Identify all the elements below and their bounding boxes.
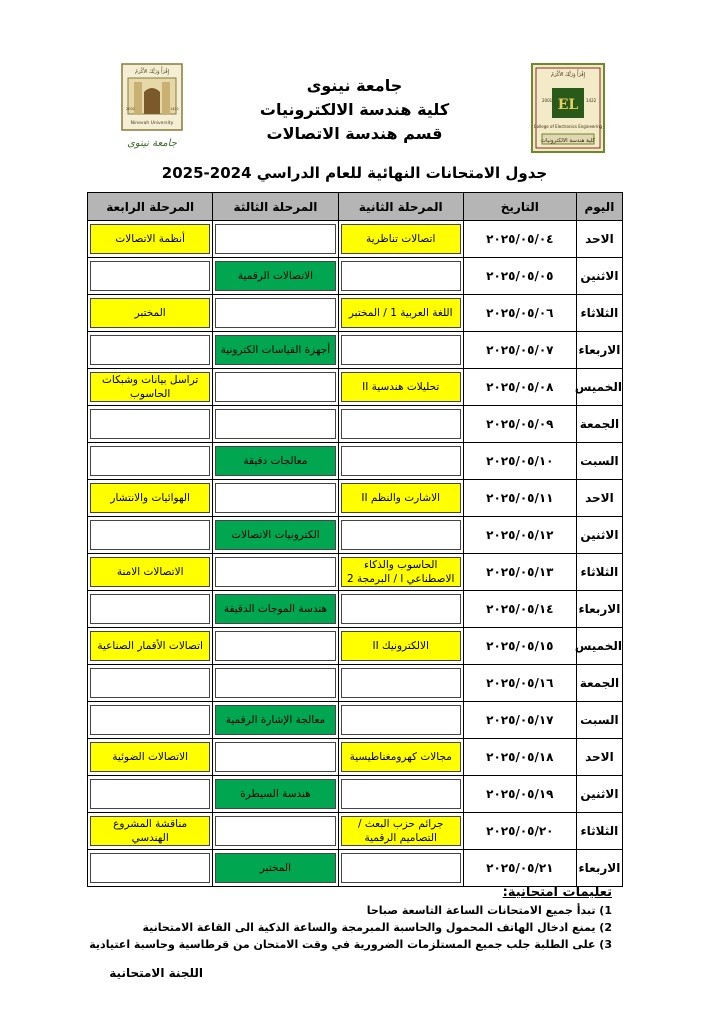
exam-subject: مناقشة المشروع الهندسي bbox=[90, 816, 210, 846]
cell-stage3 bbox=[213, 332, 338, 369]
exam-instructions bbox=[52, 884, 612, 953]
table-row bbox=[88, 443, 623, 480]
exam-subject: جرائم حزب البعث / التصاميم الرقمية bbox=[341, 816, 461, 846]
empty-slot bbox=[90, 261, 210, 291]
cell-stage2 bbox=[338, 443, 463, 480]
table-row bbox=[88, 517, 623, 554]
cell-day: الثلاثاء bbox=[576, 813, 622, 850]
cell-stage4 bbox=[88, 850, 213, 887]
empty-slot bbox=[215, 298, 335, 328]
empty-slot bbox=[341, 594, 461, 624]
table-row bbox=[88, 480, 623, 517]
cell-date: ٢٠٢٥/٠٥/١١ bbox=[463, 480, 576, 517]
cell-stage2 bbox=[338, 221, 463, 258]
cell-stage4 bbox=[88, 406, 213, 443]
logo-right-year-left: 2001 bbox=[542, 98, 553, 103]
cell-stage4 bbox=[88, 369, 213, 406]
col-header-date: التاريخ bbox=[463, 193, 576, 221]
instruction-item: 3) على الطلبة جلب جميع المستلزمات الضرورية في وقت الامتحان من قرطاسية وحاسبة اعتيادية bbox=[89, 938, 612, 951]
empty-slot bbox=[215, 372, 335, 402]
exam-subject: اللغة العربية 1 / المختبر bbox=[341, 298, 461, 328]
table-row bbox=[88, 702, 623, 739]
col-header-stage4: المرحلة الرابعة bbox=[88, 193, 213, 221]
exam-subject: الالكترونيك II bbox=[341, 631, 461, 661]
cell-date: ٢٠٢٥/٠٥/٢٠ bbox=[463, 813, 576, 850]
logo-right-caption: كلية هندسة الالكترونيات bbox=[540, 138, 596, 144]
exam-subject: تحليلات هندسية II bbox=[341, 372, 461, 402]
cell-date: ٢٠٢٥/٠٥/٠٤ bbox=[463, 221, 576, 258]
exam-subject: اتصالات تناظرية bbox=[341, 224, 461, 254]
cell-stage4 bbox=[88, 665, 213, 702]
empty-slot bbox=[215, 668, 335, 698]
cell-stage4 bbox=[88, 332, 213, 369]
cell-stage3 bbox=[213, 776, 338, 813]
cell-date: ٢٠٢٥/٠٥/٠٥ bbox=[463, 258, 576, 295]
cell-date: ٢٠٢٥/٠٥/٠٦ bbox=[463, 295, 576, 332]
svg-text:EL: EL bbox=[557, 97, 579, 113]
table-row bbox=[88, 850, 623, 887]
empty-slot bbox=[90, 594, 210, 624]
cell-stage3 bbox=[213, 739, 338, 776]
empty-slot bbox=[341, 705, 461, 735]
cell-date: ٢٠٢٥/٠٥/٠٨ bbox=[463, 369, 576, 406]
cell-date: ٢٠٢٥/٠٥/٠٧ bbox=[463, 332, 576, 369]
empty-slot bbox=[215, 742, 335, 772]
table-row bbox=[88, 258, 623, 295]
cell-day: الثلاثاء bbox=[576, 295, 622, 332]
cell-stage3 bbox=[213, 295, 338, 332]
cell-stage2 bbox=[338, 258, 463, 295]
cell-date: ٢٠٢٥/٠٥/٢١ bbox=[463, 850, 576, 887]
cell-stage4 bbox=[88, 813, 213, 850]
cell-day: الثلاثاء bbox=[576, 554, 622, 591]
cell-stage3 bbox=[213, 665, 338, 702]
cell-stage2 bbox=[338, 369, 463, 406]
exam-subject: الاتصالات الرقمية bbox=[215, 261, 335, 291]
cell-stage2 bbox=[338, 554, 463, 591]
cell-stage3 bbox=[213, 554, 338, 591]
exam-subject: هندسة السيطرة bbox=[215, 779, 335, 809]
table-row bbox=[88, 628, 623, 665]
cell-date: ٢٠٢٥/٠٥/١٦ bbox=[463, 665, 576, 702]
cell-stage4 bbox=[88, 258, 213, 295]
cell-stage4 bbox=[88, 295, 213, 332]
cell-day: السبت bbox=[576, 702, 622, 739]
cell-date: ٢٠٢٥/٠٥/١٠ bbox=[463, 443, 576, 480]
empty-slot bbox=[90, 409, 210, 439]
empty-slot bbox=[341, 668, 461, 698]
cell-date: ٢٠٢٥/٠٥/١٤ bbox=[463, 591, 576, 628]
exam-subject: الاتصالات الامنة bbox=[90, 557, 210, 587]
table-row bbox=[88, 813, 623, 850]
cell-date: ٢٠٢٥/٠٥/٠٩ bbox=[463, 406, 576, 443]
empty-slot bbox=[341, 261, 461, 291]
table-row bbox=[88, 591, 623, 628]
cell-stage3 bbox=[213, 813, 338, 850]
table-row bbox=[88, 332, 623, 369]
cell-stage2 bbox=[338, 665, 463, 702]
university-name: جامعة نينوى bbox=[306, 76, 403, 95]
col-header-stage3: المرحلة الثالثة bbox=[213, 193, 338, 221]
cell-day: السبت bbox=[576, 443, 622, 480]
empty-slot bbox=[215, 483, 335, 513]
table-row bbox=[88, 776, 623, 813]
cell-stage3 bbox=[213, 221, 338, 258]
table-row bbox=[88, 665, 623, 702]
col-header-stage2: المرحلة الثانية bbox=[338, 193, 463, 221]
cell-date: ٢٠٢٥/٠٥/١٨ bbox=[463, 739, 576, 776]
cell-stage3 bbox=[213, 517, 338, 554]
cell-stage2 bbox=[338, 702, 463, 739]
cell-stage4 bbox=[88, 628, 213, 665]
empty-slot bbox=[215, 631, 335, 661]
exam-subject: هندسة الموجات الدقيقة bbox=[215, 594, 335, 624]
empty-slot bbox=[90, 446, 210, 476]
empty-slot bbox=[215, 409, 335, 439]
cell-day: الجمعة bbox=[576, 665, 622, 702]
cell-stage2 bbox=[338, 406, 463, 443]
cell-date: ٢٠٢٥/٠٥/١٥ bbox=[463, 628, 576, 665]
logo-left-caption: جامعة نينوى bbox=[127, 138, 177, 149]
cell-day: الاحد bbox=[576, 480, 622, 517]
table-row bbox=[88, 221, 623, 258]
exam-subject: مجالات كهرومغناطيسية bbox=[341, 742, 461, 772]
cell-day: الاربعاء bbox=[576, 591, 622, 628]
empty-slot bbox=[215, 224, 335, 254]
cell-date: ٢٠٢٥/٠٥/١٧ bbox=[463, 702, 576, 739]
cell-stage4 bbox=[88, 221, 213, 258]
document-header bbox=[0, 74, 709, 146]
cell-date: ٢٠٢٥/٠٥/١٩ bbox=[463, 776, 576, 813]
exam-subject: المختبر bbox=[215, 853, 335, 883]
exam-subject: أجهزة القياسات الكترونية bbox=[215, 335, 335, 365]
cell-day: الخميس bbox=[576, 628, 622, 665]
cell-stage2 bbox=[338, 517, 463, 554]
exam-subject: المختبر bbox=[90, 298, 210, 328]
table-row bbox=[88, 406, 623, 443]
table-row bbox=[88, 739, 623, 776]
exam-subject: تراسل بيانات وشبكات الحاسوب bbox=[90, 372, 210, 402]
empty-slot bbox=[90, 335, 210, 365]
cell-day: الاثنين bbox=[576, 258, 622, 295]
logo-right-english: College of Electronics Engineering bbox=[533, 124, 603, 129]
cell-date: ٢٠٢٥/٠٥/١٢ bbox=[463, 517, 576, 554]
empty-slot bbox=[341, 335, 461, 365]
schedule-title: جدول الامتحانات النهائية للعام الدراسي 2024-2025 bbox=[161, 164, 548, 182]
cell-stage2 bbox=[338, 739, 463, 776]
cell-stage2 bbox=[338, 480, 463, 517]
cell-stage2 bbox=[338, 591, 463, 628]
cell-date: ٢٠٢٥/٠٥/١٣ bbox=[463, 554, 576, 591]
cell-day: الاربعاء bbox=[576, 850, 622, 887]
cell-day: الاثنين bbox=[576, 776, 622, 813]
cell-stage2 bbox=[338, 776, 463, 813]
exam-subject: الاشارت والنظم II bbox=[341, 483, 461, 513]
empty-slot bbox=[90, 520, 210, 550]
empty-slot bbox=[341, 853, 461, 883]
exam-subject: أنظمة الاتصالات bbox=[90, 224, 210, 254]
logo-right-year-right: 1422 bbox=[586, 98, 597, 103]
empty-slot bbox=[90, 705, 210, 735]
college-name: كلية هندسة الالكترونيات bbox=[259, 100, 450, 119]
exam-committee-signature: اللجنة الامتحانية bbox=[109, 966, 203, 980]
exam-subject: الكترونيات الاتصالات bbox=[215, 520, 335, 550]
cell-stage4 bbox=[88, 443, 213, 480]
cell-day: الاثنين bbox=[576, 517, 622, 554]
exam-subject: الهوائيات والانتشار bbox=[90, 483, 210, 513]
empty-slot bbox=[341, 409, 461, 439]
cell-stage2 bbox=[338, 628, 463, 665]
logo-left-motto: إِقْرَأْ وَرَبُّكَ الأَكْرَمُ bbox=[134, 69, 170, 75]
empty-slot bbox=[90, 853, 210, 883]
table-row bbox=[88, 369, 623, 406]
cell-stage3 bbox=[213, 702, 338, 739]
logo-left-year-left: 2002 bbox=[126, 107, 135, 111]
logo-right-motto: إِقْرَأْ وَرَبُّكَ الأَكْرَمُ bbox=[550, 72, 586, 78]
exam-subject: معالجة الإشارة الرقمية bbox=[215, 705, 335, 735]
col-header-day: اليوم bbox=[576, 193, 622, 221]
cell-stage3 bbox=[213, 443, 338, 480]
cell-stage3 bbox=[213, 369, 338, 406]
cell-stage3 bbox=[213, 591, 338, 628]
empty-slot bbox=[341, 779, 461, 809]
logo-left-year-right: 1422 bbox=[170, 107, 179, 111]
empty-slot bbox=[90, 668, 210, 698]
cell-stage4 bbox=[88, 776, 213, 813]
instruction-item: 2) يمنع ادخال الهاتف المحمول والحاسبة المبرمجة والساعة الذكية الى القاعة الامتحانية bbox=[142, 921, 612, 934]
cell-stage4 bbox=[88, 517, 213, 554]
exam-subject: الحاسوب والذكاء الاصطناعي ا / البرمجة 2 bbox=[341, 557, 461, 587]
empty-slot bbox=[90, 779, 210, 809]
cell-day: الاحد bbox=[576, 739, 622, 776]
logo-left-english: Ninevah University bbox=[130, 121, 174, 126]
cell-stage4 bbox=[88, 591, 213, 628]
empty-slot bbox=[341, 520, 461, 550]
cell-stage3 bbox=[213, 258, 338, 295]
table-row bbox=[88, 295, 623, 332]
cell-stage4 bbox=[88, 480, 213, 517]
table-row bbox=[88, 554, 623, 591]
cell-stage2 bbox=[338, 813, 463, 850]
cell-day: الجمعة bbox=[576, 406, 622, 443]
table-header-row bbox=[88, 193, 623, 221]
cell-stage3 bbox=[213, 406, 338, 443]
cell-stage4 bbox=[88, 554, 213, 591]
cell-day: الاربعاء bbox=[576, 332, 622, 369]
cell-stage2 bbox=[338, 850, 463, 887]
cell-stage3 bbox=[213, 480, 338, 517]
exam-schedule-table bbox=[87, 192, 623, 887]
instruction-item: 1) تبدأ جميع الامتحانات الساعة التاسعة صباحا bbox=[366, 904, 612, 917]
cell-stage4 bbox=[88, 702, 213, 739]
cell-stage2 bbox=[338, 332, 463, 369]
cell-stage4 bbox=[88, 739, 213, 776]
cell-stage3 bbox=[213, 628, 338, 665]
instructions-title: تعليمات امتحانية: bbox=[502, 885, 612, 900]
exam-subject: معالجات دقيقة bbox=[215, 446, 335, 476]
empty-slot bbox=[341, 446, 461, 476]
empty-slot bbox=[215, 816, 335, 846]
cell-day: الاحد bbox=[576, 221, 622, 258]
cell-day: الخميس bbox=[576, 369, 622, 406]
department-name: قسم هندسة الاتصالات bbox=[266, 124, 443, 143]
cell-stage3 bbox=[213, 850, 338, 887]
exam-subject: اتصالات الأقمار الصناعية bbox=[90, 631, 210, 661]
exam-subject: الاتصالات الضوئية bbox=[90, 742, 210, 772]
empty-slot bbox=[215, 557, 335, 587]
cell-stage2 bbox=[338, 295, 463, 332]
